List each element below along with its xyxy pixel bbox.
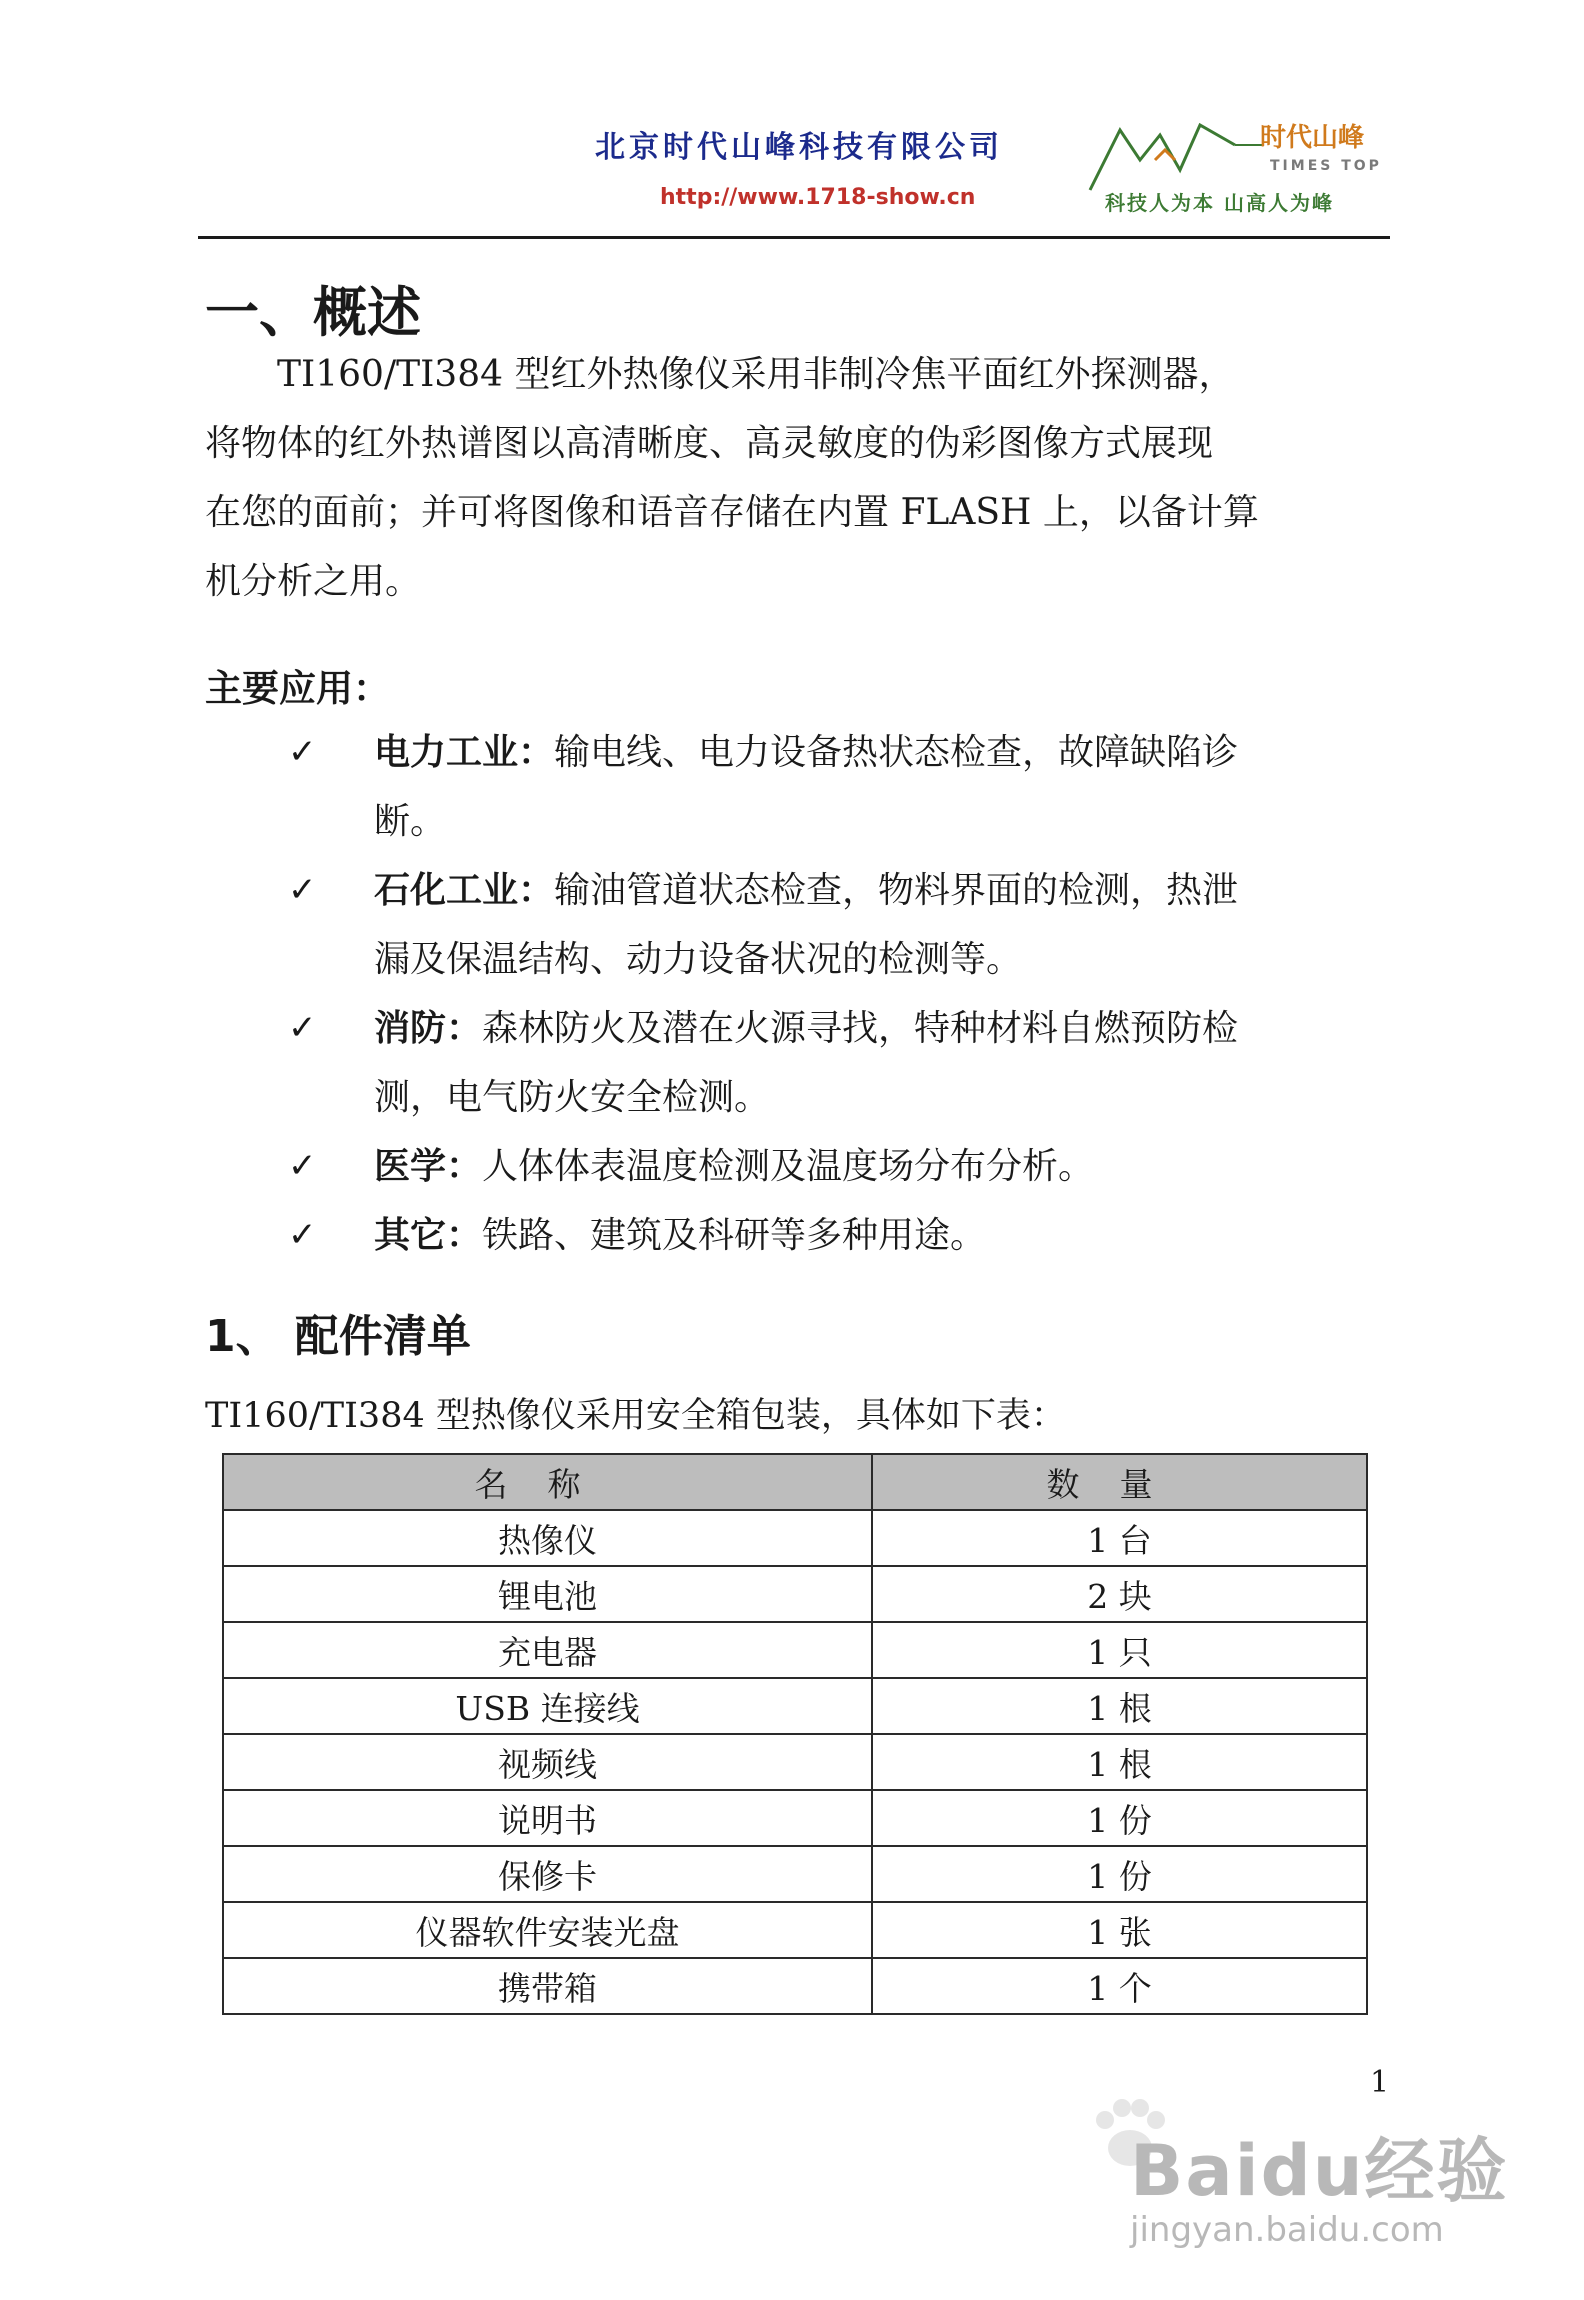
application-name: 石化工业： bbox=[374, 870, 555, 911]
table-cell-name: 锂电池 bbox=[223, 1566, 872, 1622]
application-text: 输电线、电力设备热状态检查，故障缺陷诊 bbox=[554, 732, 1239, 773]
logo-name: 时代山峰 bbox=[1260, 123, 1365, 153]
table-cell-name: 充电器 bbox=[223, 1622, 872, 1678]
column-header-quantity: 数量 bbox=[872, 1454, 1367, 1510]
list-item bbox=[288, 1132, 1388, 1201]
list-item bbox=[288, 856, 1388, 994]
paragraph-line: 在您的面前；并可将图像和语音存储在内置 FLASH 上，以备计算 bbox=[205, 492, 1259, 533]
application-name: 电力工业： bbox=[374, 732, 555, 773]
table-row bbox=[223, 1790, 1367, 1846]
accessories-intro: TI160/TI384 型热像仪采用安全箱包装，具体如下表： bbox=[205, 1396, 1066, 1436]
application-text: 漏及保温结构、动力设备状况的检测等。 bbox=[374, 939, 1023, 980]
application-text: 测，电气防火安全检测。 bbox=[374, 1077, 771, 1118]
page-number: 1 bbox=[1370, 2065, 1390, 2100]
company-url[interactable]: http://www.1718-show.cn bbox=[660, 185, 976, 210]
table-cell-quantity: 1 个 bbox=[872, 1958, 1367, 2014]
table-row bbox=[223, 1846, 1367, 1902]
table-cell-name: 仪器软件安装光盘 bbox=[223, 1902, 872, 1958]
table-cell-quantity: 1 根 bbox=[872, 1678, 1367, 1734]
list-item bbox=[288, 1201, 1388, 1270]
list-item bbox=[288, 994, 1388, 1132]
table-cell-name: 保修卡 bbox=[223, 1846, 872, 1902]
table-row bbox=[223, 1902, 1367, 1958]
application-name: 消防： bbox=[374, 1008, 483, 1049]
table-cell-name: 视频线 bbox=[223, 1734, 872, 1790]
application-text: 断。 bbox=[374, 801, 447, 842]
check-icon: ✓ bbox=[288, 1215, 317, 1255]
table-cell-name: 携带箱 bbox=[223, 1958, 872, 2014]
table-cell-name: 说明书 bbox=[223, 1790, 872, 1846]
table-cell-quantity: 1 份 bbox=[872, 1846, 1367, 1902]
table-row bbox=[223, 1678, 1367, 1734]
paragraph-line: 机分析之用。 bbox=[205, 561, 422, 602]
company-name: 北京时代山峰科技有限公司 bbox=[595, 130, 1003, 165]
column-header-name: 名称 bbox=[223, 1454, 872, 1510]
table-cell-quantity: 1 张 bbox=[872, 1902, 1367, 1958]
overview-title: 一、概述 bbox=[205, 281, 421, 344]
applications-list bbox=[288, 718, 1388, 1270]
logo-english: TIMES TOP bbox=[1270, 158, 1382, 174]
application-text: 铁路、建筑及科研等多种用途。 bbox=[482, 1215, 987, 1256]
table-cell-quantity: 1 只 bbox=[872, 1622, 1367, 1678]
table-cell-quantity: 1 根 bbox=[872, 1734, 1367, 1790]
application-text: 人体体表温度检测及温度场分布分析。 bbox=[482, 1146, 1095, 1187]
paragraph-line: 将物体的红外热谱图以高清晰度、高灵敏度的伪彩图像方式展现 bbox=[205, 423, 1214, 464]
check-icon: ✓ bbox=[288, 870, 317, 910]
application-text: 输油管道状态检查，物料界面的检测，热泄 bbox=[554, 870, 1239, 911]
table-cell-quantity: 2 块 bbox=[872, 1566, 1367, 1622]
table-cell-name: USB 连接线 bbox=[223, 1678, 872, 1734]
watermark-brand: Baidu经验 bbox=[1130, 2130, 1509, 2212]
table-cell-name: 热像仪 bbox=[223, 1510, 872, 1566]
application-name: 其它： bbox=[374, 1215, 483, 1256]
header-divider bbox=[198, 236, 1390, 239]
table-header-row bbox=[223, 1454, 1367, 1510]
table-row bbox=[223, 1622, 1367, 1678]
check-icon: ✓ bbox=[288, 732, 317, 772]
accessories-table bbox=[222, 1453, 1368, 2015]
accessories-title: 1、 配件清单 bbox=[205, 1311, 471, 1362]
watermark-url: jingyan.baidu.com bbox=[1130, 2210, 1444, 2250]
company-logo bbox=[1085, 105, 1395, 220]
table-cell-quantity: 1 台 bbox=[872, 1510, 1367, 1566]
list-item bbox=[288, 718, 1388, 856]
paragraph-line: TI160/TI384 型红外热像仪采用非制冷焦平面红外探测器， bbox=[205, 354, 1235, 395]
table-row bbox=[223, 1510, 1367, 1566]
overview-paragraph bbox=[205, 340, 1385, 616]
logo-slogan: 科技人为本 山高人为峰 bbox=[1105, 191, 1334, 215]
application-text: 森林防火及潜在火源寻找，特种材料自燃预防检 bbox=[482, 1008, 1239, 1049]
application-name: 医学： bbox=[374, 1146, 483, 1187]
table-row bbox=[223, 1566, 1367, 1622]
mountain-logo-icon bbox=[1085, 115, 1265, 195]
check-icon: ✓ bbox=[288, 1008, 317, 1048]
applications-heading: 主要应用： bbox=[205, 667, 390, 710]
table-row bbox=[223, 1734, 1367, 1790]
table-cell-quantity: 1 份 bbox=[872, 1790, 1367, 1846]
check-icon: ✓ bbox=[288, 1146, 317, 1186]
table-row bbox=[223, 1958, 1367, 2014]
